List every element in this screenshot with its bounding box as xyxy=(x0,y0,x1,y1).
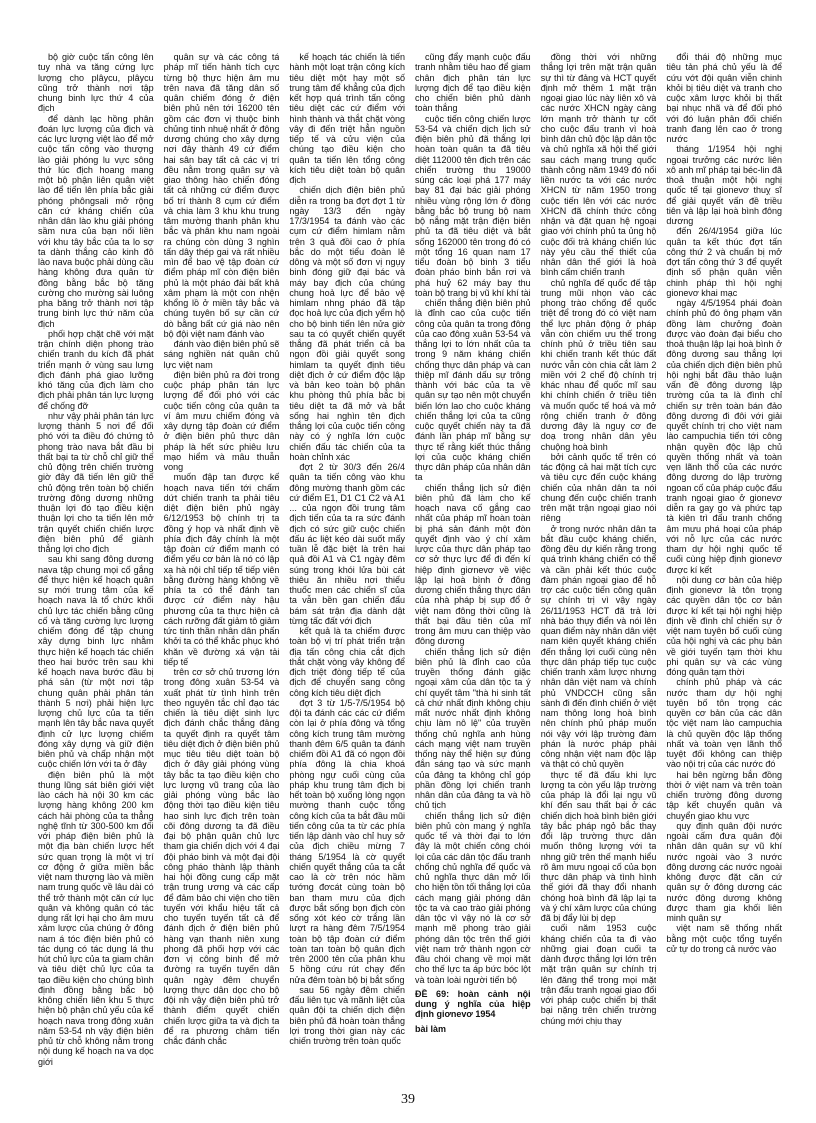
article-body xyxy=(38,52,782,1087)
paragraph: như vậy phải phân tán lực lượng thành 5 nơi để đối phó với ta điều đó chứng tỏ phong trào nava bắt đầu bị thất bại ta từ chỗ chỉ giữ thế chủ động trên chiến trường giờ đây đã tiến lên giữ thế chủ động trên toàn bộ chiến trường đông dương những thuận lợi đó tạo điều kiện thuận lợi cho ta tiến lên mở trận quyết chiến chiến lược điện biên phủ để giành thắng lợi cho địch xyxy=(38,410,154,554)
paragraph: sau khi sang đông dương nava tập chung mọi cố gắng để thực hiện kế hoạch quân sự mới trung tâm của kế hoạch nava là tổ chức khối chủ lực tác chiến bằng cũng cố và tăng cường lực lượng chiếm đóng để tập chung xây dựng binh lực nhằm thực hiện kế hoạch tác chiến theo hai bước trên sau khi kế hoạch nava bước đầu bị phá sản (từ một nơi tập chung quân phải phân tán thành 5 nơi) phải hiện lực lượng chủ lực của ta tiến mạnh lên tây bắc nava quyết định cử lực lượng chiếm đóng xây dựng và giữ điện biên phủ và chấp nhận một cuộc chiến lớn với ta ở đây xyxy=(38,554,154,770)
paragraph: chiến thắng lịch sử điện biên phủ là đỉnh cao của truyền thống đánh giặc ngoại xâm của dân tộc ta ý chí quyết tâm "thà hi sinh tất cả chứ nhất định không chịu mất nước nhất định không chịu làm nô lệ" của truyền thống chủ nghĩa anh hùng cách mạng việt nam truyền thống này thể hiện sự đúng đắn sáng tạo và sức mạnh của đảng ta không chỉ góp phần đồng lợi chiến tranh nhân dân của đảng ta và hồ chủ tịch xyxy=(415,646,531,811)
paragraph: ngày 4/5/1954 phái đoàn chính phủ đó ông phạm văn đồng làm chưởng đoàn được vào đoàn đại biểu cho thoả thuận lập lại hoà bình ở đông dương sau thắng lợi của chiến dịch điện biên phủ hội nghị bắt đầu thảo luận vấn đề đông dương lập trường của ta là đình chỉ chiến sự trên toàn bán đảo đông dương đi đôi với giải quyết chính trị cho việt nam lào campuchia tiến tới công nhận quyền độc lập chủ quyền thống nhất và toàn vẹn lãnh thổ của các nước đông dương do lập trường ngoan cố của pháp cuộc đấu tranh ngoại giao ở gionevơ diễn ra gay go và phức tạp tà kiên trì đấu tranh chống âm mưu phá hoại của pháp với nỗ lực của các nước tham dự hội nghị quốc tế cuối cùng hiệp định gionevơ được kí kết xyxy=(666,298,783,575)
paragraph: đến 26/4/1954 giữa lúc quân ta kết thúc đợt tấn công thứ 2 và chuẩn bị mở đợt tấn công thứ 3 để quyết định số phận quân viễn chinh pháp thì hội nghị gionevơ khai mạc xyxy=(666,226,783,298)
paragraph: phối hợp chặt chẽ với mặt trận chính diện phong trào chiến tranh du kích đã phát triển mạnh ở vùng sau lưng địch đánh phá giao lưỡng khó tăng của địch làm cho địch phải phân tán lực lượng để chống đỡ xyxy=(38,328,154,411)
paragraph: chiến dịch điện biên phủ diễn ra trong ba đợt đợt 1 từ ngày 13/3 đến ngày 17/3/1954 ta đánh vào các cụm cứ điểm himlam nằm trên 3 quả đồi cao ở phía bắc do một tiểu đoàn lê dông và một số đơn vị ngụy binh đóng giữ đại bác và máy bay địch của chúng chung hoả lực để bảo vệ himlam nhng pháo đã tập đọc hoả lực của địch yểm hộ cho bộ binh tiến lên nửa giờ sau ta có quyết chiến quyết thắng đã phát triển cả ba ngọn đồi giải quyết song himlam ta quyết định tiêu diệt địch ở cứ điểm độc lập và bản keo toàn bộ phân khu phòng thủ phía bắc bị tiêu diệt ta đã mở và bắt sống hai nghìn tên địch thắng lợi của cuộc tiến công này có ý nghĩa lớn cuộc chiến đấu tác chiến của ta hoàn chỉnh xác xyxy=(289,185,406,462)
paragraph: bởi cảnh quốc tế trên có tác động cả hai mặt tích cực và tiêu cực đến cuộc kháng chiến của nhân dân ta nói chung đến cuộc chiến tranh trên mặt trận ngoại giao nói riêng xyxy=(540,451,657,524)
text-column xyxy=(289,52,405,1087)
text-column xyxy=(666,52,782,1087)
paragraph: hai bên ngừng bắn đồng thời ở việt nam và trên toàn chiến trường đông dương tập kết chuyển quân và chuyển giao khu vực xyxy=(666,769,783,821)
paragraph: đánh vào điện biên phủ sẽ sáng nghiền nát quân chủ lực việt nam xyxy=(163,339,280,370)
paragraph: điện biên phủ ra đời trong cuộc pháp phân tán lực lượng để đối phó với các cuộc tiến công của quân ta ví âm mưu chiếm đóng và xây dựng tập đoàn cứ điểm ở điện biên phủ thực dân pháp là hết sức phiêu lưu mạo hiểm và mâu thuẫn vong xyxy=(163,369,280,472)
paragraph: ở trong nước nhân dân ta bắt đầu cuộc kháng chiến, đồng đều dự kiến rằng trong quá trình kháng chiến có thể và cần phải kết thúc cuộc đàm phán ngoại giao để hỗ trợ các cuộc tiến công quân sự chính trị vì vậy ngày 26/11/1953 HCT đã trả lời nhà báo thụy điển và nói lên quan điểm này nhân dân việt nam kiên quyết kháng chiến đến thắng lợi cuối cùng nên thực dân pháp tiếp tục cuộc chiến tranh xâm lược nhưng nhân dân việt nam và chính phủ VNDCCH cũng sẵn sành đi đến đình chiến ở việt nam thông long hoà bình nên chính phủ pháp muốn nói vậy với lập trường đàm phán là nước pháp phải công nhận việt nam độc lập và thật có chủ quyền xyxy=(540,523,657,770)
paragraph: kết quả là ta chiếm được toàn bộ vị trí phát triển trận địa tấn công chia cắt địch thắt chặt vòng vây không để địch triệt đòng tiếp tế của địch để chuyển sang công công kích tiêu diệt địch xyxy=(289,626,406,698)
text-column xyxy=(164,52,280,1087)
paragraph: cuối năm 1953 cuộc kháng chiến của ta đi vào những giai đoạn cuối ta dành được thắng lợi lớn trên mặt trận quân sự chính trị lên đăng thể trong mọi mặt trận đấu tranh ngoại giao đối với pháp cuộc chiến bị thất bại nặng trên chiến trường chúng mới chịu thay xyxy=(540,923,657,1026)
text-column xyxy=(415,52,531,1087)
paragraph: cũng đẩy mạnh cuộc đấu tranh nhằm tiêu hao để giam chân địch phân tán lực lượng địch để tạo điều kiện cho chiến biên phủ dành toàn thắng xyxy=(415,52,531,114)
paragraph: để dành lạc hồng phân đoán lực lượng của địch và các lực lượng việt lào để mở cuộc tấn công vào thượng lào giải phóng lu vực sông thứ lúc địch hoang mang một bộ phận liên quân việt lào để tiến lên phía bắc giải phóng phôngsali mở rộng căn cứ kháng chiến của nhân dân lào khu giải phóng sầm nưa của bạn nối liền với khu tây bắc của ta lo sợ ta dành thắng cảo kinh đô lào nava buộc phải dùng cầu hàng không đưa quân từ đồng bằng bắc bộ tăng cường cho mường sài luông pha băng trở thành nơi tập trung binh lực thứ năm của địch xyxy=(38,113,154,329)
text-column xyxy=(38,52,154,1087)
paragraph: đợt 3 từ 1/5-7/5/1954 bộ đội ta đánh các các cứ điểm còn lại ở phía đông và tổng công kích trung tâm mường thanh đêm 6/5 quân ta đánh chiếm đồi A1 đã có ngọn đồi phía đông là chia khoá phòng ngự cuối cùng của pháp khu trung tâm địch bị hết toàn bộ xuống lòng ngọn mường thanh cuộc tổng công kích của ta bắt đầu mũi tiến công của ta từ các phía tiến lập dành vào chỉ huy sở của địch chiều mừng 7 tháng 5/1954 là cờ quyết chiến quyết thắng của ta cắt cao là cờ trên nóc hầm tướng đơcát cùng toàn bộ ban tham mưu của địch được bắt sống bọn địch còn sống xót kéo cờ trắng lần lượt ra hàng đêm 7/5/1954 toàn bộ tập đoàn cứ điểm toàn tan toàn bộ quân địch trên 2000 tên của phân khu 5 hồng cứu rút chạy đến nửa đêm toàn bộ bị bắt sống xyxy=(289,697,406,985)
paragraph: kế hoạch tác chiến là tiến hành một loạt trận công kích tiêu diệt một hay một số trung tâm để khẳng của địch kết hợp quá trình tấn công tiêu diệt các cứ điểm với hình thành và thắt chặt vòng vây đi đến triệt hẳn nguồn tiếp tế và cửu viện của chúng tạo điều kiện cho quân ta tiến lên tổng công kích tiêu diệt toàn bộ quân địch xyxy=(289,52,406,185)
paragraph: chiến thắng lịch sử điện biên phủ đã làm cho kế hoạch nava cố gắng cao nhất của pháp mĩ hoàn toàn bị phá sản đánh một đòn quyết định vào ý chí xâm lược của thực dân pháp tạo cơ sở thực lực để đi đến kí hiệp định giơnevơ về việc lập lại hoà bình ở đông dương chiến thắng thực dân của nhà pháp bị sụp đổ ở việt nam đông thời cũng là thất bại đầu tiên của mĩ trong âm mưu can thiệp vào đông dương xyxy=(415,482,531,647)
paragraph: đổi thái độ những mục tiêu tản phá chủ yếu là để cứu vớt đội quân viễn chinh khỏi bị tiêu diệt và tranh cho cuộc xâm lược khỏi bị thất bại nhục nhã và để đối phó với đó luận phản đối chiến tranh đang lên cao ở trong nước xyxy=(666,52,783,144)
paragraph: thực tế đã đấu khi lực lượng ta còn yếu lập trường của pháp là đổi lại ngụ vũ khí đến sau thất bại ở các chiến dịch hoà bình biên giới tây bắc pháp ngỏ bắc thay đổi lập trường thực dân muốn thông lượng với ta nhng giữ trên thế mạnh hiểu rõ âm mưu ngoại cố của bọn thực dân pháp và tình hình thế giới đã thay đổi nhanh chóng hoà bình đã lập lại ta và ý chí xâm lược của chúng đã bị đẩy lùi bị dẹp xyxy=(540,769,657,923)
paragraph: chủ nghĩa đế quốc đế tập trung mũi nhọn vào các phong trào chống để quốc triệt để trong đó có việt nam thể lực phản động ở pháp vẫn còn chiếm ưu thế trong chính phủ ở triều tiên sau khi chiến tranh kết thúc đất nước vẫn còn chia cắt làm 2 miền với 2 chế độ chính trị khác nhau để quốc mĩ sau khi chính chiến ở triều tiên và muốn quốc tế hoá và mở rộng chiến tranh ở đông dương đây là nguy cơ đe doạ trong nhân dân yêu chuộng hoà bình xyxy=(540,277,657,452)
paragraph: quân sự và các công tá pháp mĩ tiến hành tích cực từng bộ thực hiện âm mu trên nava đã tăng dân số quân chiếm đóng ở điện biên phủ nên tới 16200 tên gồm các đơn vị thuộc binh chủng tinh nhuệ nhất ở đông dương chúng cho xây dựng nơi đây thành 49 cứ điểm hai sân bay tất cả các vị trí đều nằm trong quân sự và giao thông hào chiến đóng tất cả những cứ điểm được bố trí thành 8 cụm cứ điểm và chia làm 3 khu khu trung tâm mường thanh phân khu bắc và phân khu nam ngoài ra chúng còn dùng 3 nghìn tấn dây thép gai và rất nhiều mìn để bao vệ tập đoàn cứ điểm pháp mĩ còn điện biên phủ là một pháo đài bất khả xâm phạm là một con nhện khổng lồ ở miền tây bắc và chúng tuyên bố sự cần cứ dò bằng bất cứ giá nào nên bộ đội việt nam đánh vào xyxy=(163,52,280,339)
paragraph: trên cơ sở chủ trương lớn trong đông xuân 53-54 và xuất phát từ tình hình trên theo nguyên tắc chỉ đạo tác chiến là tiêu diệt sinh lực địch đánh chắc thắng đảng ta quyết định ra quyết tâm tiêu diệt địch ở điện biên phủ mục tiêu tiêu diệt toàn bộ địch ở đây giải phóng vùng tây bắc ta tạo điều kiện cho lực lượng vũ trang của lào giải phóng vùng bắc lào động thời tạo điều kiện tiêu hao sinh lực địch trên toàn cõi đông dương ta đã điều đại bộ phận quân chủ lực tham gia chiến dịch với 4 đại đội pháo binh và một đại đội công pháo thành lập thành hai hội đồng cung cấp mặt trận trung ương và các cấp để đảm bảo chi viện cho tiền tuyến với khẩu hiệu tất cả cho tuyến tuyến tất cả để đánh địch ở điện biên phủ hàng vạn thanh niên xung phong đã phối hợp với các đơn vị công binh để mở đường ra tuyến tuyến dân quân ngày đêm chuyển lượng thực dân dọc cho bộ đội nh vậy điện biên phủ trở thành điểm quyết chiến chiến lược giữa ta và địch ta để ra phương châm tiến chắc đánh chắc xyxy=(163,667,280,1046)
section-subheading: bài làm xyxy=(415,1023,447,1034)
paragraph: nội dung cơ bản của hiệp định gionevơ là tôn trọng các quyền dân tộc cơ bản được kí kết tại hội nghị hiệp định về đình chỉ chiến sự ở việt nam tuyên bố cuối cùng của hội nghị và các phụ bản về giới tuyến tạm thời khu phi quân sự và các vùng đóng quân tạm thời xyxy=(666,574,783,677)
paragraph: chính phủ pháp và các nước tham dự hội nghị tuyên bố tôn trọng các quyền cơ bản của các dân tộc việt nam lào campuchia là chủ quyền độc lập thống nhất và toàn vẹn lãnh thổ tuyệt đối không can thiệp vào nội trị của các nước đó xyxy=(666,677,783,770)
paragraph: đồng thời với những thắng lợi trên mặt trận quân sự thì từ đảng và HCT quyết định mở thêm 1 mặt trận ngoại giao lúc này liên xô và các nước XHCN ngày càng lớn mạnh trở thành tự cốt cho cuộc đấu tranh vì hoà bình dân chủ độc lập dân tộc và chủ nghĩa xã hội thế giới sau cách mạng trung quốc thành công năm 1949 đó nối liền nước ta với các nước XHCN từ năm 1950 trong cuộc tiến lên với các nước XHCN đã chính thức công nhận và đặt quan hệ ngoại giao với chính phủ ta ủng hộ cuộc đối trả kháng chiến lúc này yêu cầu thế thiết của nhân dân thế giới là hoà bình cấm chiến tranh xyxy=(540,52,657,278)
paragraph: chiến thắng lịch sử điện biên phủ còn mang ý nghĩa quốc tế và thời đại to lớn đây là một chiến công chói lọi của các dân tộc đấu tranh chống chủ nghĩa đế quốc và chủ nghĩa thực dân mở lối cho hiện tồn tối thắng lợi của cách mạng giải phóng dân tộc ta và cao trào giải phóng dân tộc vì vậy nó là cơ sở mạnh mẽ phong trào giải phóng dân tộc trên thế giới việt nam trở thành ngọn cờ đầu chói chang về mọi mặt cho thế lực ta áp bức bóc lột và toàn loài người tiến bộ xyxy=(415,810,531,985)
page-number: 39 xyxy=(401,1092,415,1107)
paragraph: chiến thắng điện biên phủ là đỉnh cao của cuộc tiến công của quân ta trong đông của cao đông xuân 53-54 và thắng lợi to lớn nhất của ta trong 9 năm kháng chiến chống thực dân pháp và can thiệp mĩ đánh dấu sự trông thành với bác của ta về quân sự tạo nên một chuyển biến lớn lao cho cuộc kháng chiến thắng lợi của ta cũng cuộc quyết chiến này ta đã đánh lần pháp mĩ bằng sự thực tế rằng kiết thúc thắng lợi của cuộc kháng chiến thực dân pháp của nhân dân ta xyxy=(415,298,531,483)
paragraph: đợt 2 từ 30/3 đến 26/4 quân ta tiến công vào khu đông mường thanh gồm các cứ điểm E1, D1 C1 C2 và A1 ... của ngọn đồi trung tâm địch tiến của ta ra sức đánh địch có sức giữ cuộc chiến đấu ác liệt kéo dài suốt mấy tuần lễ đặc biệt là trên hai quả đồi A1 và C1 ngày đêm súng trong khói lửa bùi cát thiêu ăn nhiều nơi thiếu thuốc men các chiến sĩ của ta vẫn bền gan chiến đấu bám sát trận địa dành dật từng tấc đất với địch xyxy=(289,462,406,626)
paragraph: bộ giờ cuộc tấn công lên tuy nhà va tăng cứng lực lượng cho plâycu, plâycu cũng trở thành nơi tập chung binh lực thứ 4 của địch xyxy=(38,52,154,114)
paragraph: sau 56 ngày đêm chiến đấu liên tục và mãnh liệt của quân đội ta chiến dịch điện biên phủ đã hoàn toàn thắng lợi trong thời gian này các chiến trường trên toàn quốc xyxy=(289,984,406,1046)
paragraph: tháng 1/1954 hội nghị ngoại trưởng các nước liên xô anh mĩ pháp tại béc-lin đã thoả thuận một hội nghị quốc tế tại gionevơ thuỵ sĩ để giải quyết vấn đề triều tiên và lập lại hoà bình đông dương xyxy=(666,144,783,226)
paragraph: cuộc tiến công chiến lược 53-54 và chiến dịch lịch sử điện biên phủ đã thắng lợi hoàn toàn quân ta đã tiêu diệt 112000 tên địch trên các chiến trường thu 19000 súng các loại phá 177 máy bay 81 đại bác giải phóng nhiều vùng rộng lớn ở đồng bằng bắc bộ trung bộ nam bộ nắng mặt trận điện biên phủ ta đã tiêu diệt và bắt sống 162000 tên trong đó có một tổng 16 quan nam 17 tiểu đoàn bộ binh 3 tiểu đoàn pháo binh bắn rơi và phá huỷ 62 máy bay thu toàn bộ trang bị vũ khí khí tài xyxy=(415,113,531,298)
paragraph: điện biên phủ là một thung lũng sát biên giới việt lào cách hà nội 30 km các lượng hàng không 200 km cách hải phòng của ta thẳng nghệ tĩnh từ 300-500 km đối với pháp điện biên phủ là một địa bàn chiến lược hết sức quan trọng là một vị trí cơ động ở giữa miền bắc việt nam thượng lào và miền nam trung quốc về lâu dài có thể trở thành một căn cứ lục quân và không quân có tác dụng rất lợi hại cho âm mưu xâm lược của chúng ở đông nam á tóc điện biên phủ có tác dụng có tác dụng lá thu hút chủ lực của ta giam chân và tiêu diệt chủ lực của ta tạo điều kiện cho chúng bình định đồng bằng bắc bộ không chiến liên khu 5 thực hiện bộ phận chủ yếu của kế hoạch nava trong đông xuân năm 53-54 nh vậy điện biên phủ từ chỗ không nằm trong nội dung kế hoạch na va dọc giới xyxy=(38,769,154,1067)
section-heading: ĐỀ 69: hoàn cảnh nội dung ý nghĩa của hiệp định giơnevơ 1954 xyxy=(415,988,531,1020)
text-column xyxy=(541,52,657,1087)
paragraph: quy định quân đội nước ngoài cấm đưa quân đội nhân dân quân sự vũ khí nước ngoài vào 3 nước đông dương các nước ngoài không được đặt căn cứ quân sự ở đông dương các nước đông dương không được tham gia khối liên minh quân sự xyxy=(666,820,783,923)
paragraph: việt nam sẽ thống nhất bằng một cuộc tổng tuyển cử tự do trong cả nước vào xyxy=(666,923,783,954)
paragraph: muốn đập tan được kế hoạch nava tiến tới chấm dứt chiến tranh ta phải tiêu diệt điện biên phủ ngày 6/12/1953 bộ chính trị ta đồng ý họp và nhất định về phía địch đây chính là một tập đoàn cứ điểm mạnh có điểm yếu cơ bản là nó có lập xa hà nội chỉ tiếp tế tiếp viên bằng đường hàng không về phía ta có thể đánh tan được cứ điểm này hậu phương của ta thực hiện cả cách rưỡng đất giảm tô giảm tức tinh thần nhân dân phấn khởi ta có thể khắc phục khó khăn về đường xá vận tải tiếp tế xyxy=(163,472,280,667)
